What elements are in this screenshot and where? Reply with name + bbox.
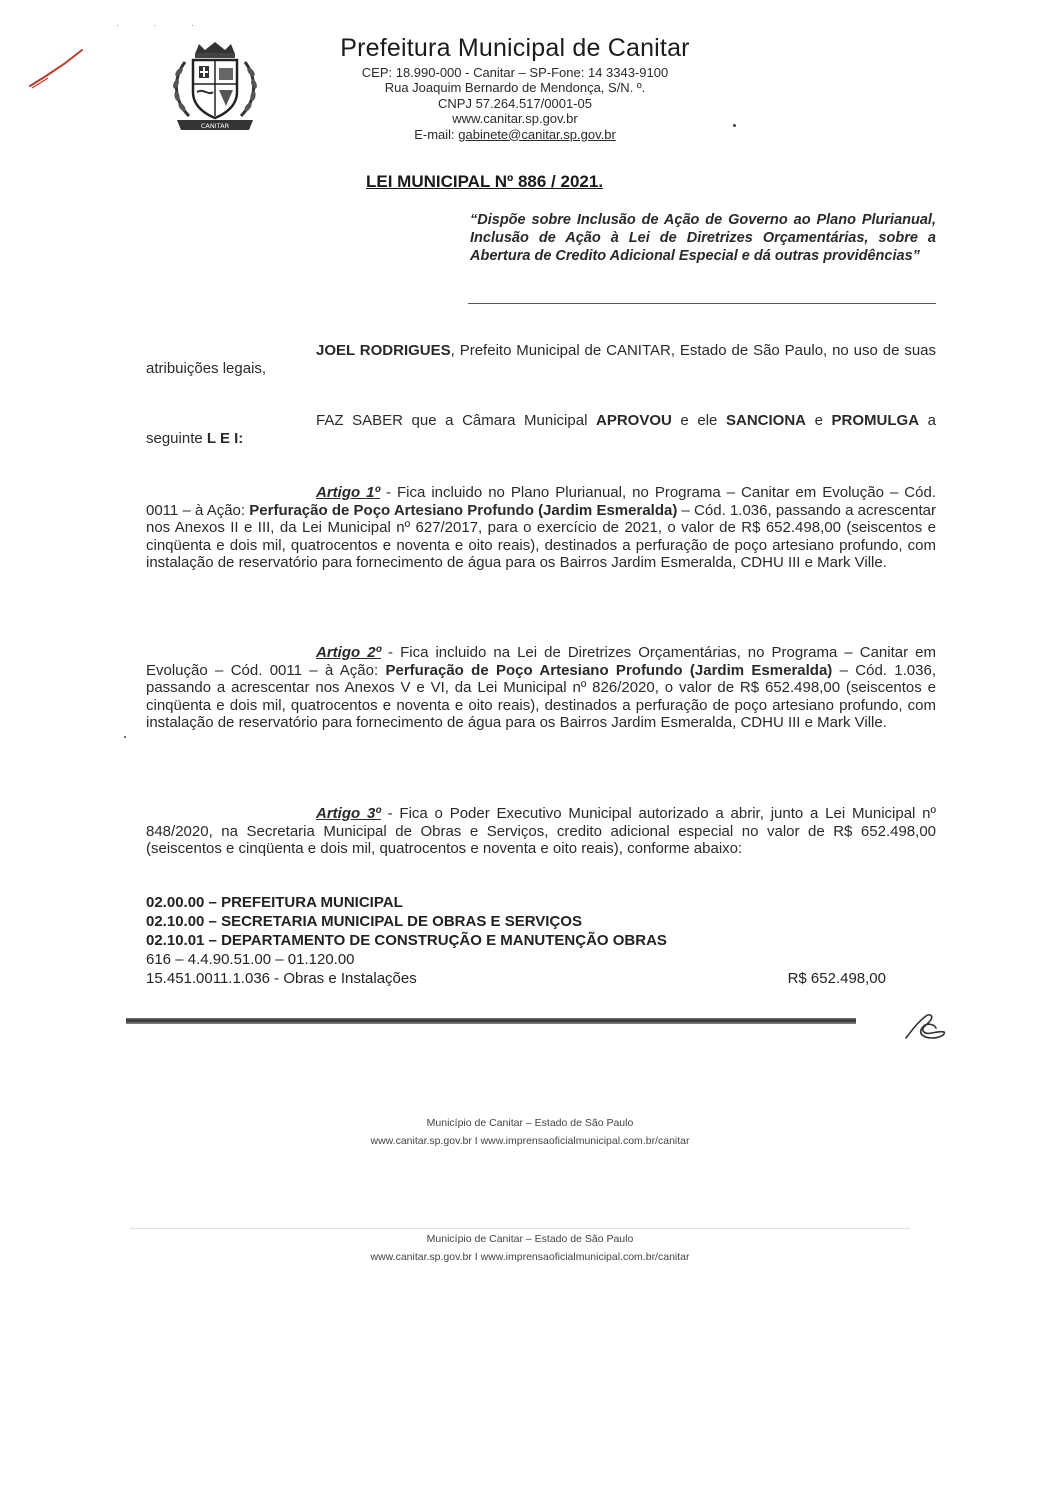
law-title: LEI MUNICIPAL Nº 886 / 2021. (366, 172, 604, 191)
mayor-name: JOEL RODRIGUES (316, 342, 451, 359)
article-1 (146, 484, 936, 572)
email-value: gabinete@canitar.sp.gov.br (458, 126, 616, 142)
budget-item-value: R$ 652.498,00 (787, 970, 886, 987)
footer-links: www.canitar.sp.gov.br I www.imprensaoficialmunicipal.com.br/canitar (370, 1251, 690, 1263)
article-1-label: Artigo 1º (316, 484, 380, 501)
budget-line-4: 616 – 4.4.90.51.00 – 01.120.00 (146, 951, 355, 968)
page-footer-duplicate (0, 1233, 1060, 1263)
preamble-paragraph (146, 342, 936, 377)
faz-saber-text-2: e ele (671, 412, 726, 429)
cnpj-line: CNPJ 57.264.517/0001-05 (438, 95, 592, 111)
municipal-crest-icon (163, 40, 267, 134)
article-3-text: - Fica o Poder Executivo Municipal autorizado a abrir, junto a Lei Municipal nº 848/2020, na Secretaria Municipal de Obras e Serviços, credito adicional especial no valor de R$ 652.498,00 (seiscentos e cinqüenta e dois mil, quatrocentos e noventa e oito reais), conforme abaixo: (146, 805, 936, 857)
article-3-label: Artigo 3º (316, 805, 381, 822)
ementa-underline (468, 303, 936, 304)
budget-line-5 (146, 969, 886, 988)
promulga-word: PROMULGA (831, 412, 920, 429)
footer-links: www.canitar.sp.gov.br I www.imprensaoficialmunicipal.com.br/canitar (370, 1135, 690, 1147)
faint-divider (130, 1228, 910, 1229)
email-label: E-mail: (414, 126, 455, 142)
faz-saber-text: FAZ SABER que a Câmara Municipal (316, 412, 596, 429)
faz-saber-text-3: e (806, 412, 832, 429)
article-2-text: - Fica incluido na Lei de Diretrizes Orçamentárias, no Programa – Canitar em Evolução – Cód. 0011 – à Ação: (146, 644, 936, 679)
faz-saber-text-4: a seguinte (146, 412, 936, 447)
sanciona-word: SANCIONA (725, 412, 806, 429)
article-3 (146, 805, 936, 858)
budget-allocation (146, 893, 886, 988)
faz-saber-paragraph (146, 412, 936, 447)
preamble-text: , Prefeito Municipal de CANITAR, Estado de São Paulo, no uso de suas atribuições legais, (146, 342, 937, 377)
street-line: Rua Joaquim Bernardo de Mendonça, S/N. º. (384, 80, 646, 96)
budget-line-2: 02.10.00 – SECRETARIA MUNICIPAL DE OBRAS E SERVIÇOS (146, 913, 582, 930)
scan-specks: · · · (116, 20, 210, 30)
article-1-text: - Fica incluido no Plano Plurianual, no Programa – Canitar em Evolução – Cód. 0011 – à Ação: (146, 484, 936, 519)
article-1-text-2: – Cód. 1.036, passando a acrescentar nos Anexos II e III, da Lei Municipal nº 627/2017, para o exercício de 2021, o valor de R$ 652.498,00 (seiscentos e cinqüenta e dois mil, quatrocentos e noventa e oito reais), destinados a perfuração de poço artesiano profundo, com instalação de reservatório para fornecimento de água para os Bairros Jardim Esmeralda, CDHU III e Mark Ville. (146, 501, 936, 571)
site-line: www.canitar.sp.gov.br (452, 111, 578, 127)
red-pen-mark (26, 46, 86, 92)
article-1-action: Perfuração de Poço Artesiano Profundo (Jardim Esmeralda) (249, 501, 678, 519)
budget-line-1: 02.00.00 – PREFEITURA MUNICIPAL (146, 894, 403, 911)
budget-line-3: 02.10.01 – DEPARTAMENTO DE CONSTRUÇÃO E MANUTENÇÃO OBRAS (146, 932, 667, 949)
aprovou-word: APROVOU (596, 412, 672, 429)
lei-word: L E I: (206, 429, 244, 447)
scan-speck (733, 124, 736, 127)
article-2-action: Perfuração de Poço Artesiano Profundo (Jardim Esmeralda) (385, 661, 833, 679)
email-line (280, 127, 750, 142)
handwritten-initials (900, 1008, 950, 1044)
article-2-label: Artigo 2º (316, 644, 382, 661)
footer-municipality: Município de Canitar – Estado de São Paulo (426, 1117, 634, 1129)
article-2-text-2: – Cód. 1.036, passando a acrescentar nos Anexos V e VI, da Lei Municipal nº 826/2020, o valor de R$ 652.498,00 (seiscentos e cinqüenta e dois mil, quatrocentos e noventa e oito reais), destinados a perfuração de poço artesiano profundo, com instalação de reservatório para fornecimento de água para os Bairros Jardim Esmeralda, CDHU III e Mark Ville. (146, 661, 936, 731)
page-footer (0, 1117, 1060, 1147)
letterhead (280, 34, 750, 142)
section-rule (126, 1018, 856, 1024)
cep-line: CEP: 18.990-000 - Canitar – SP-Fone: 14 3343-9100 (361, 65, 669, 80)
footer-municipality: Município de Canitar – Estado de São Paulo (426, 1233, 634, 1245)
budget-item-label: 15.451.0011.1.036 - Obras e Instalações (146, 970, 417, 987)
crest-ribbon-text: CANITAR (200, 122, 230, 130)
ementa: “Dispõe sobre Inclusão de Ação de Governo ao Plano Plurianual, Inclusão de Ação à Lei de Diretrizes Orçamentárias, sobre a Abertura de Credito Adicional Especial e dá outras providências” (470, 212, 936, 264)
scan-speck (124, 736, 126, 738)
prefeitura-name: Prefeitura Municipal de Canitar (340, 34, 690, 62)
article-2 (146, 644, 936, 732)
